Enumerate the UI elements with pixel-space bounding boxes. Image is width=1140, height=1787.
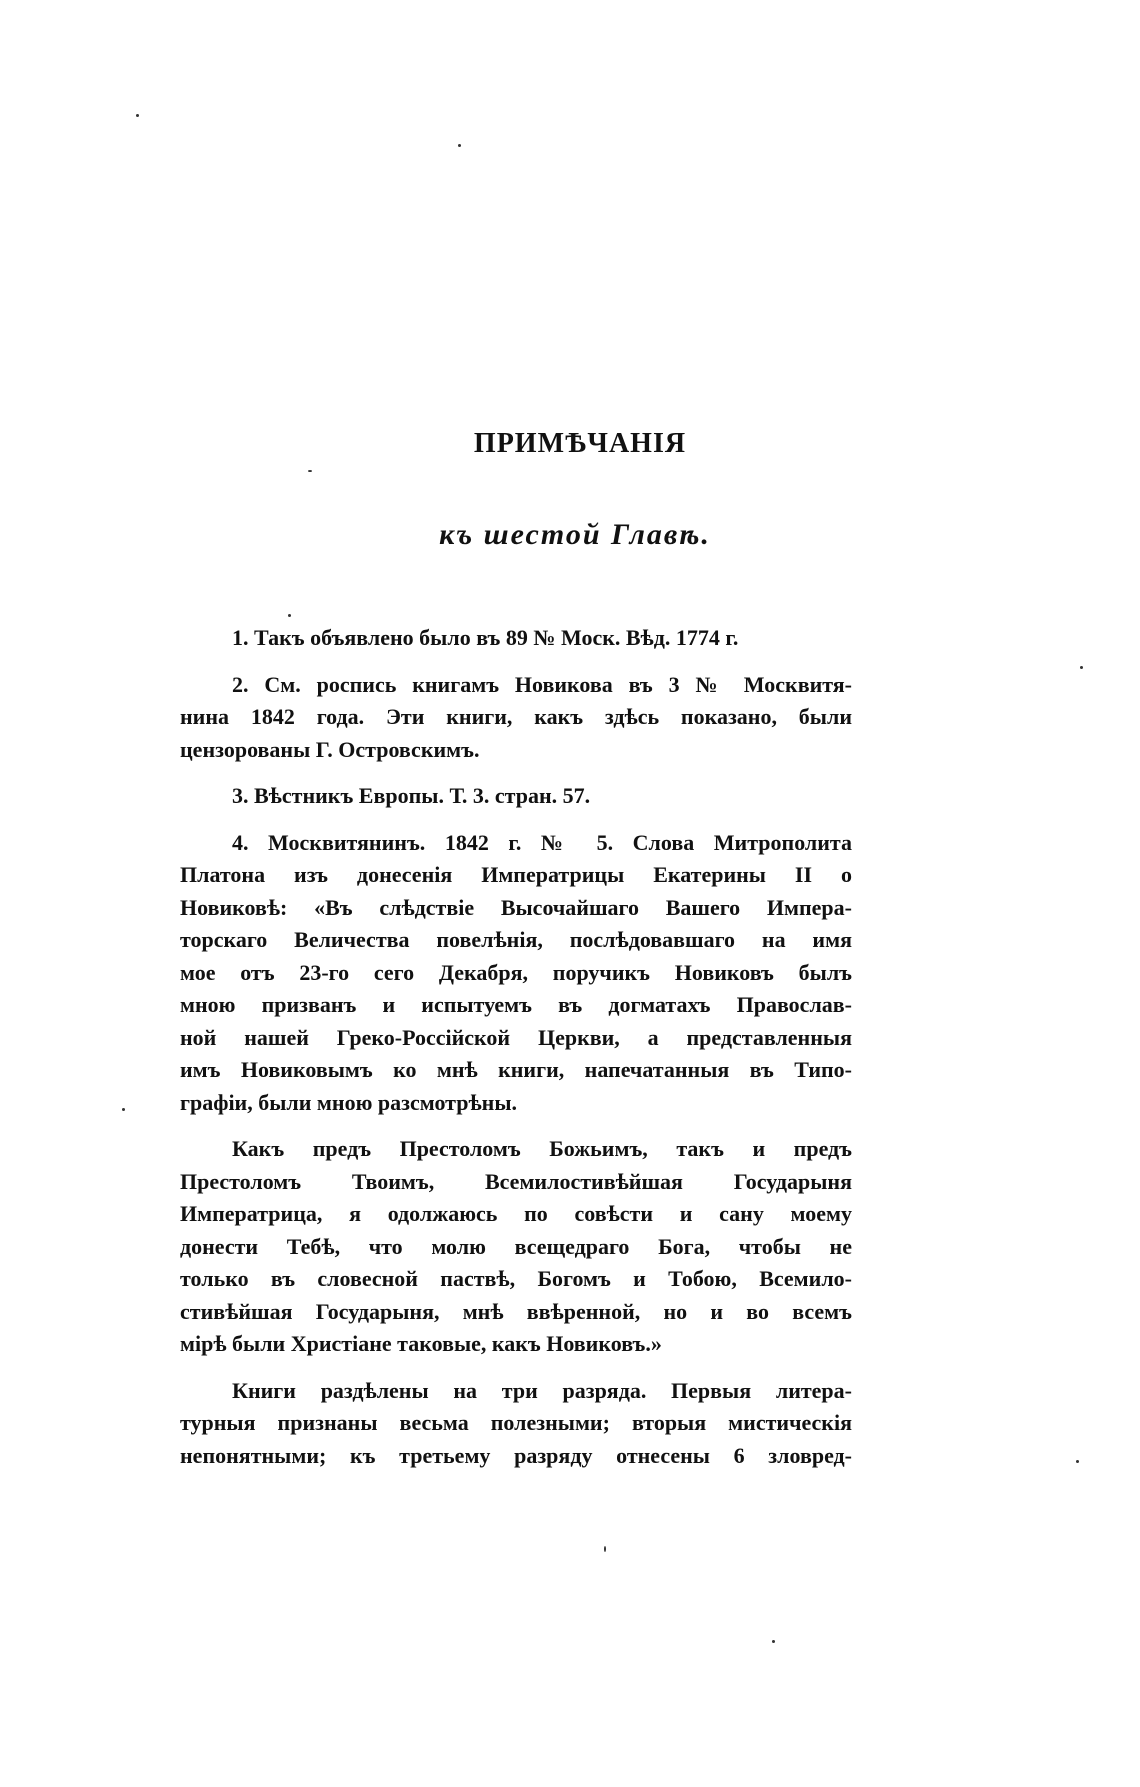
text-line: Императрица, я одолжаюсь по совѣсти и сану моему bbox=[180, 1201, 852, 1226]
text-line: мое отъ 23-го сего Декабря, поручикъ Новиковъ былъ bbox=[180, 959, 852, 985]
text-line: торскаго Величества повелѣнія, послѣдовавшаго на имя bbox=[180, 927, 852, 952]
text-line: непонятными; къ третьему разряду отнесены 6 зловред- bbox=[180, 1442, 852, 1468]
notes-body bbox=[180, 622, 852, 1486]
scan-speck bbox=[772, 1640, 775, 1643]
text-line: Новиковѣ: «Въ слѣдствіе Высочайшаго Вашего Импера- bbox=[180, 894, 852, 920]
scan-speck bbox=[458, 144, 461, 147]
text-line: мірѣ были Христіане таковые, какъ Новиковъ.» bbox=[180, 1331, 662, 1356]
text-line: турныя признаны весьма полезными; вторыя мистическія bbox=[180, 1410, 852, 1435]
text-line: 1. Такъ объявлено было въ 89 № Моск. Вѣд. 1774 г. bbox=[232, 625, 739, 650]
note-1 bbox=[180, 622, 852, 655]
text-line: мною призванъ и испытуемъ въ догматахъ Православ- bbox=[180, 992, 852, 1017]
text-line: цензорованы Г. Островскимъ. bbox=[180, 736, 480, 762]
scan-speck bbox=[1080, 666, 1083, 669]
page-title: ПРИМѢЧАНІЯ bbox=[473, 428, 687, 459]
text-line: Книги раздѣлены на три разряда. Первыя литера- bbox=[232, 1377, 852, 1403]
text-line: только въ словесной паствѣ, Богомъ и Тобою, Всемило- bbox=[180, 1266, 852, 1291]
text-line: имъ Новиковымъ ко мнѣ книги, напечатанныя въ Типо- bbox=[180, 1057, 852, 1082]
note-4-books-paragraph bbox=[180, 1375, 852, 1473]
note-4-continuation bbox=[180, 1133, 852, 1361]
text-line: 2. См. роспись книгамъ Новикова въ 3 № Москвитя- bbox=[232, 671, 852, 697]
text-line: нина 1842 года. Эти книги, какъ здѣсь показано, были bbox=[180, 704, 852, 729]
text-line: Платона изъ донесенія Императрицы Екатерины II о bbox=[180, 862, 852, 887]
scan-speck bbox=[308, 470, 312, 472]
page-subtitle: къ шестой Главѣ. bbox=[439, 518, 711, 551]
text-line: Какъ предъ Престоломъ Божьимъ, такъ и предъ bbox=[232, 1136, 852, 1161]
text-line: Престоломъ Твоимъ, Всемилостивѣйшая Государыня bbox=[180, 1168, 852, 1194]
scan-speck bbox=[122, 1108, 125, 1111]
text-line: стивѣйшая Государыня, мнѣ ввѣренной, но и во всемъ bbox=[180, 1298, 852, 1324]
note-3 bbox=[180, 780, 852, 813]
note-4 bbox=[180, 827, 852, 1120]
text-line: 4. Москвитянинъ. 1842 г. № 5. Слова Митрополита bbox=[232, 829, 852, 855]
scan-speck bbox=[604, 1546, 606, 1552]
text-line: графіи, были мною разсмотрѣны. bbox=[180, 1089, 518, 1115]
text-line: донести Тебѣ, что молю всещедраго Бога, чтобы не bbox=[180, 1233, 852, 1259]
text-line: ной нашей Греко-Россійской Церкви, а представленныя bbox=[180, 1024, 852, 1050]
note-2 bbox=[180, 669, 852, 767]
scan-speck bbox=[288, 614, 291, 617]
scan-speck bbox=[136, 114, 139, 117]
text-line: 3. Вѣстникъ Европы. Т. 3. стран. 57. bbox=[232, 783, 591, 808]
scan-speck bbox=[1076, 1460, 1079, 1463]
